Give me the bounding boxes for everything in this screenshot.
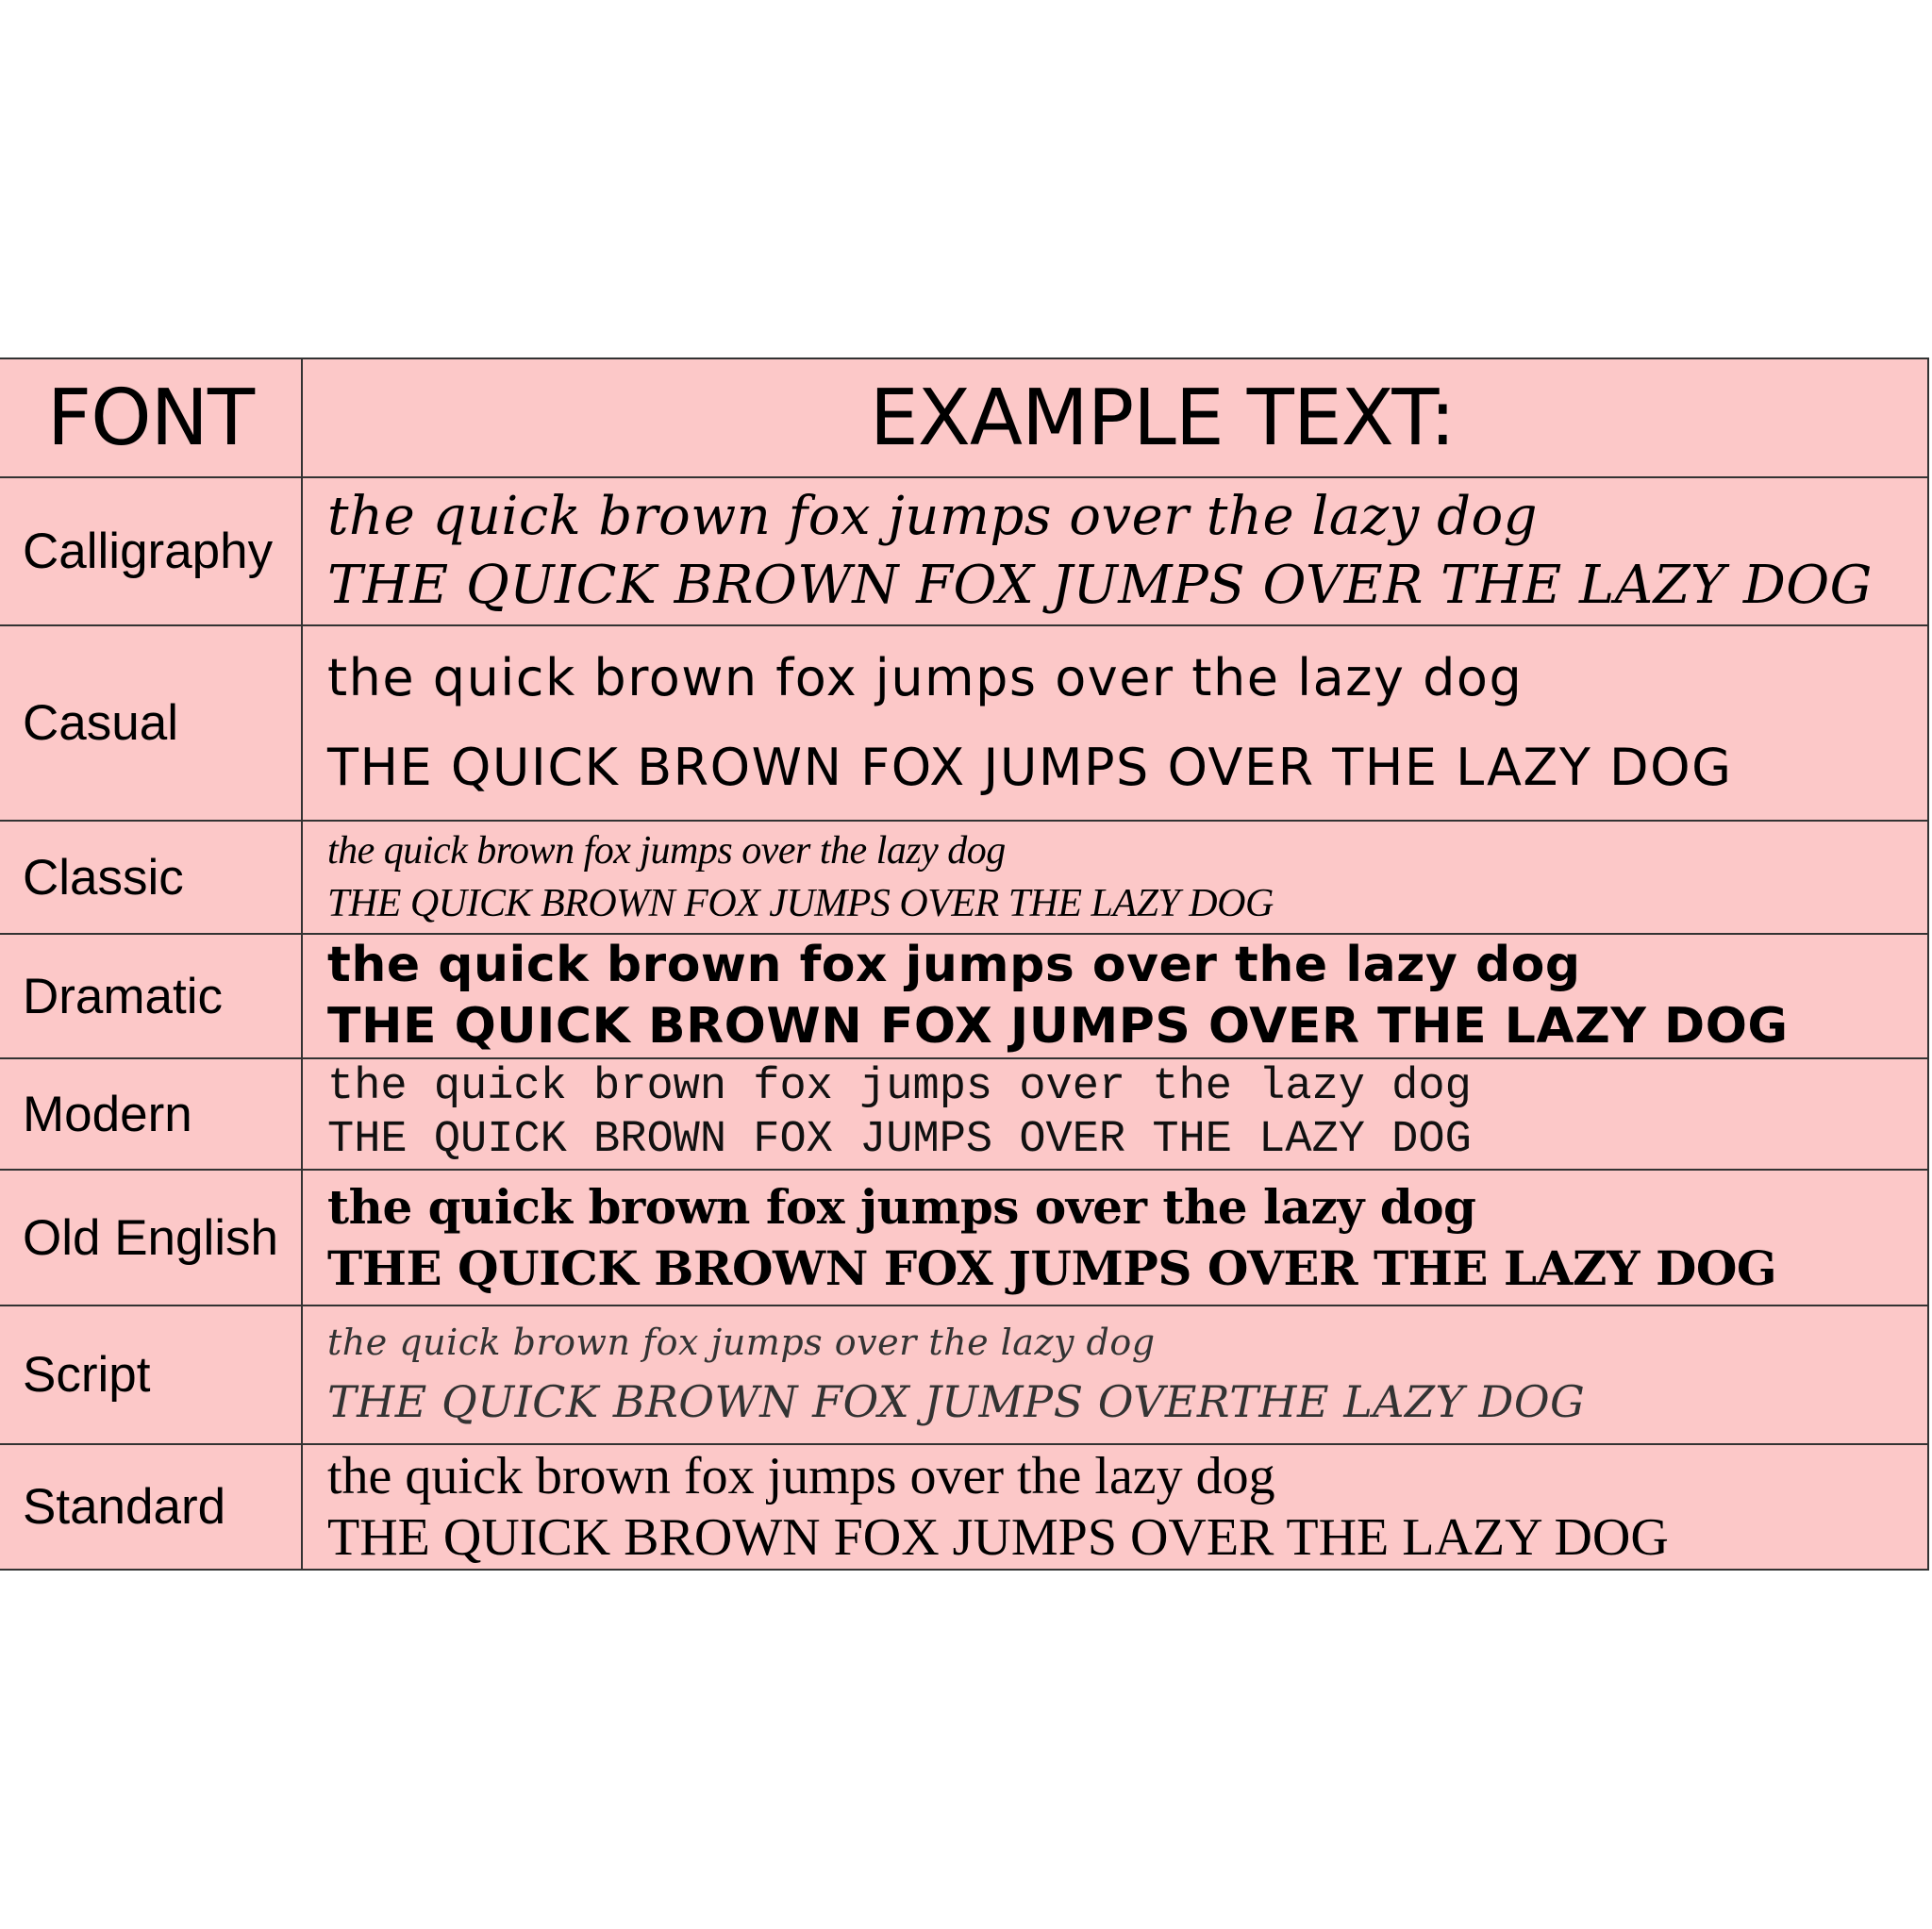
sample-modern: [302, 1058, 1928, 1170]
sample-classic: [302, 821, 1928, 934]
table-row: [0, 625, 1928, 821]
sample-uppercase: THE QUICK BROWN FOX JUMPS OVERTHE LAZY DOG: [327, 1375, 1586, 1427]
sample-lowercase: the quick brown fox jumps over the lazy dog: [327, 1322, 1156, 1364]
sample-uppercase: THE QUICK BROWN FOX JUMPS OVER THE LAZY DOG: [327, 1115, 1472, 1165]
font-name-script: Script: [0, 1305, 302, 1444]
sample-uppercase: THE QUICK BROWN FOX JUMPS OVER THE LAZY DOG: [327, 737, 1733, 797]
sample-standard: [302, 1444, 1928, 1570]
sample-lowercase: the quick brown fox jumps over the lazy dog: [327, 828, 1006, 873]
font-name-old-english: Old English: [0, 1170, 302, 1305]
table-row: [0, 1058, 1928, 1170]
sample-lowercase: the quick brown fox jumps over the lazy dog: [327, 1447, 1275, 1506]
sample-lowercase: the quick brown fox jumps over the lazy dog: [327, 1179, 1476, 1235]
table-row: [0, 821, 1928, 934]
table-row: [0, 477, 1928, 625]
sample-calligraphy: [302, 477, 1928, 625]
font-name-casual: Casual: [0, 625, 302, 821]
sample-uppercase: THE QUICK BROWN FOX JUMPS OVER THE LAZY DOG: [327, 882, 1274, 925]
sample-old-english: [302, 1170, 1928, 1305]
font-column-header: FONT: [0, 358, 302, 477]
sample-script: [302, 1305, 1928, 1444]
sample-lowercase: the quick brown fox jumps over the lazy dog: [327, 486, 1539, 548]
sample-lowercase: the quick brown fox jumps over the lazy dog: [327, 1061, 1472, 1112]
sample-lowercase: the quick brown fox jumps over the lazy dog: [327, 937, 1581, 993]
sample-uppercase: THE QUICK BROWN FOX JUMPS OVER THE LAZY DOG: [327, 1507, 1669, 1567]
sample-dramatic: [302, 934, 1928, 1058]
table-row: [0, 1305, 1928, 1444]
example-text-column-header: EXAMPLE TEXT:: [302, 358, 1928, 477]
font-name-classic: Classic: [0, 821, 302, 934]
font-name-modern: Modern: [0, 1058, 302, 1170]
font-table: [0, 358, 1929, 1571]
sample-uppercase: THE QUICK BROWN FOX JUMPS OVER THE LAZY DOG: [327, 1240, 1777, 1296]
header-row: [0, 358, 1928, 477]
sample-lowercase: the quick brown fox jumps over the lazy dog: [327, 648, 1524, 708]
table-row: [0, 1170, 1928, 1305]
sample-casual: [302, 625, 1928, 821]
font-name-dramatic: Dramatic: [0, 934, 302, 1058]
table-row: [0, 934, 1928, 1058]
table-row: [0, 1444, 1928, 1570]
sample-uppercase: THE QUICK BROWN FOX JUMPS OVER THE LAZY DOG: [327, 554, 1873, 616]
font-chart: [0, 358, 1928, 1571]
font-name-standard: Standard: [0, 1444, 302, 1570]
sample-uppercase: THE QUICK BROWN FOX JUMPS OVER THE LAZY DOG: [327, 998, 1789, 1055]
font-name-calligraphy: Calligraphy: [0, 477, 302, 625]
